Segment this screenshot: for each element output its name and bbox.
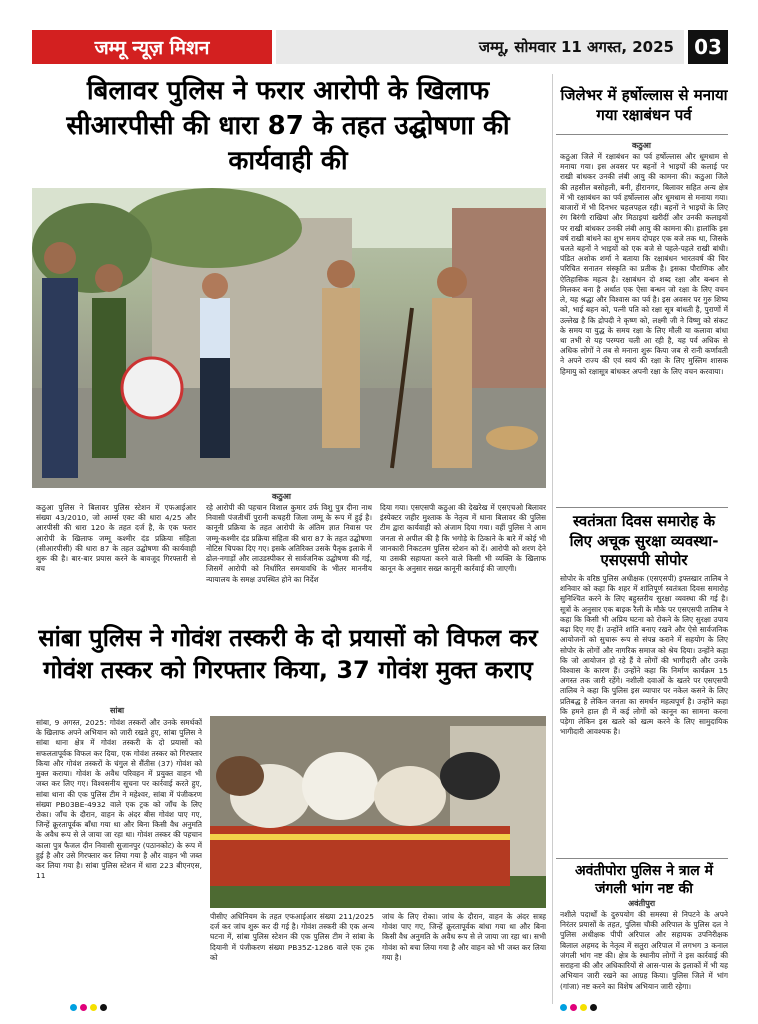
masthead [32, 30, 728, 64]
cyan-dot [560, 1004, 567, 1011]
divider [556, 134, 728, 135]
side2-body: सोपोर के वरिष्ठ पुलिस अधीक्षक (एसएसपी) इफ्तखार तालिब ने शनिवार को कहा कि शहर में शांतिपूर्ण स्वतंत्रता दिवस समारोह सुनिश्चित करने के लिए बहुस्तरीय सुरक्षा व्यवस्था की गई है। सूत्रों के अनुसार एक बाइक रैली के मौके पर एसएसपी तालिब ने कहा कि किसी भी अप्रिय घटना को रोकने के लिए सुरक्षा उपाय बढ़ा दिए गए हैं। उन्होंने शांति बनाए रखने और ऐसे सार्वजनिक आयोजनों को सुचारू रूप से संपन्न कराने में सहयोग के लिए सोपोर के लोगों और नागरिक समाज को श्रेय दिया। उन्होंने कहा कि जो आयोजन हो रहे हैं वे लोगों की भागीदारी और उनके विश्वास के कारण हैं। उन्होंने कहा कि निर्माण कार्यक्रम 15 अगस्त तक जारी रहेंगे। नशीली दवाओं के खतरे पर एसएसपी तालिब ने कहा कि पुलिस इस व्यापार पर नकेल कसने के लिए प्रतिबद्ध है लेकिन जनता का समर्थन महत्वपूर्ण है। उन्होंने कहा कि हमने हाल ही में कई लोगों को कानून का सामना करना पड़ेगा लेकिन इस खतरे को खत्म करने के लिए सामुदायिक भागीदारी आवश्यक है। [560, 574, 728, 737]
story2-photo [210, 716, 546, 908]
story1-dateline: कठुआ [272, 492, 291, 501]
black-dot [100, 1004, 107, 1011]
story2-headline: सांबा पुलिस ने गोवंश तस्करी के दो प्रयासों को विफल कर गोवंश तस्कर को गिरफ्तार किया, 37 गोवंश मुक्त कराए [38, 624, 538, 685]
side3-headline: अवंतीपोरा पुलिस ने त्राल में जंगली भांग नष्ट की [574, 863, 714, 898]
page-number: 03 [688, 30, 728, 64]
yellow-dot [90, 1004, 97, 1011]
newspaper-brand: जम्मू न्यूज़ मिशन [32, 30, 272, 64]
divider [556, 858, 728, 859]
side2-headline: स्वतंत्रता दिवस समारोह के लिए अचूक सुरक्षा व्यवस्था- एसएसपी सोपोर [569, 512, 719, 569]
magenta-dot [80, 1004, 87, 1011]
magenta-dot [570, 1004, 577, 1011]
print-registration-marks [560, 1004, 597, 1011]
side1-headline: जिलेभर में हर्षोल्लास से मनाया गया रक्षाबंधन पर्व [560, 86, 728, 124]
yellow-dot [580, 1004, 587, 1011]
story1-column-2: रहे आरोपी की पहचान विशाल कुमार उर्फ विशु पुत्र दीना नाथ निवासी पंजतीर्थी पुरानी कचहरी जिला जम्मू के रूप में हुई है। कानूनी प्रक्रिया के तहत आरोपी के अंतिम ज्ञात निवास पर जम्मू-कश्मीर दंड प्रक्रिया संहिता की धारा 87 के तहत उद्घोषणा नोटिस चिपका दिए गए। इसके अतिरिक्त उसके पैतृक इलाके में ढोल-नगाड़ों और लाउडस्पीकर से सार्वजनिक उद्घोषणा की गई, जिसमें आरोपी को निर्धारित समयावधि के भीतर माननीय न्यायालय के समक्ष उपस्थित होने का निर्देश [206, 503, 372, 584]
side1-body: कठुआ जिले में रक्षाबंधन का पर्व हर्षोल्लास और धूमधाम से मनाया गया। इस अवसर पर बहनों ने भाइयों की कलाई पर राखी बांधकर उनकी लंबी आयु की कामना की। कठुआ जिले की तहसील बसोहली, बनी, हीरानगर, बिलावर सहित अन्य क्षेत्र में भी रक्षाबंधन का पर्व हर्षोल्लास और धूमधाम से मनाया गया। बाजारों में भी दिनभर चहलपहल रही। बहनों ने भाइयों के लिए रंग बिरंगी राखियां और मिठाइयां खरीदीं और उनकी कलाइयों पर राखी बांधकर उनकी लंबी आयु की कामना की। हालांकि इस वर्ष राखी बांधने का शुभ समय दोपहर एक बजे तक था, जिसके चलते बहनों ने भाइयों को एक बजे से पहले-पहले राखी बांधी। पंडित अशोक शर्मा ने बताया कि रक्षाबंधन भारतवर्ष की चिर परिचित सनातन संस्कृति का प्रतीक है। इसका पौराणिक और ऐतिहासिक महत्व है। रक्षाबंधन दो शब्द रक्षा और बन्धन से मिलकर बना है अर्थात एक ऐसा बन्धन जो रक्षा के लिए वचन ले, यह श्रद्धा और विश्वास का पर्व है। इस अवसर पर गुरु शिष्य को, भाई बहन को, पत्नी पति को रक्षा सूत्र बांधती है, पुराणों में उल्लेख है कि द्रोपदी ने कृष्ण को, लक्ष्मी जी ने विष्णु को संकट के समय या युद्ध के समय रक्षा के लिए मौली या कलावा बांधा था तभी से यह परम्परा चली आ रही है, यह पर्व अधिक से अधिक लोगों ने तब से मनाना शुरू किया जब से रानी कर्णावती ने अपने राज्य की एवं स्वयं की रक्षा के लिए मुस्लिम शासक हिमायु को रक्षासूत्र बांधकर अपनी रक्षा के लिए वचन करवाया। [560, 152, 728, 376]
side3-body: नशीले पदार्थों के दुरुपयोग की समस्या से निपटने के अपने निरंतर प्रयासों के तहत, पुलिस चौकी अरिपाल के पुलिस दल ने पुलिस अधीक्षक पीपी अरिपाल और सहायक उपनिरीक्षक बिलाल अहमद के नेतृत्व में सतुरा अरिपाल में लगभग 3 कनाल जंगली भांग नष्ट की। क्षेत्र के स्थानीय लोगों ने इस कार्रवाई की सराहना की और अधिकारियों से आस-पास के इलाकों में भी यह अभियान जारी रखने का आग्रह किया। पुलिस जिले में भांग (गांजा) नष्ट करने का विशेष अभियान जारी रहेगा। [560, 910, 728, 991]
story1-column-1: कठुआ पुलिस ने बिलावर पुलिस स्टेशन में एफआईआर संख्या 43/2010, जो आर्म्स एक्ट की धारा 4/25 और आरपीसी की धारा 120 के तहत दर्ज है, के एक फरार आरोपी के खिलाफ जम्मू कश्मीर दंड प्रक्रिया संहिता (सीआरपीसी) की धारा 87 के तहत उद्घोषणा की कार्यवाही शुरू की है। बार-बार प्रयास करने के बावजूद गिरफ्तारी से बच [36, 503, 196, 574]
story1-headline: बिलावर पुलिस ने फरार आरोपी के खिलाफ सीआरपीसी की धारा 87 के तहत उद्घोषणा की कार्यवाही की [66, 76, 510, 177]
print-registration-marks [70, 1004, 107, 1011]
story2-column-1: सांबा, 9 अगस्त, 2025: गोवंश तस्करों और उनके समर्थकों के खिलाफ अपने अभियान को जारी रखते हुए, सांबा पुलिस ने सांबा थाना क्षेत्र में गोवंश तस्करी के दो प्रयासों को सफलतापूर्वक विफल कर दिया, एक गोवंश तस्कर को गिरफ्तार किया और गोवंश तस्करों के चंगुल से सैंतीस (37) गोवंश को मुक्त कराया। गोवंश के अवैध परिवहन में प्रयुक्त वाहन भी जब्त कर लिए गए। विश्वसनीय सूचना पर कार्रवाई करते हुए, सांबा थाना की एक पुलिस टीम ने महेश्वर, सांबा में पंजीकरण संख्या PB03BE-4932 वाले एक ट्रक को जाँच के लिए रोका। जाँच के दौरान, वाहन के अंदर बीस गोवंश पाए गए, जिन्हें क्रूरतापूर्वक बाँधा गया था और बिना किसी वैध अनुमति के अवैध रूप से ले जाया जा रहा था। गोवंश तस्कर की पहचान काला पुत्र फैजल दीन निवासी सुजानपुर (पठानकोट) के रूप में हुई है और उसे गिरफ्तार कर लिया गया है और वाहन भी जब्त कर लिया गया है। सांबा पुलिस स्टेशन में धारा 223 बीएनएस, 11 [36, 718, 202, 881]
side1-dateline: कठुआ [632, 141, 651, 150]
story1-column-3: दिया गया। एसएसपी कठुआ की देखरेख में एसएचओ बिलावर इंस्पेक्टर जहीर मुश्ताक के नेतृत्व में थाना बिलावर की पुलिस टीम द्वारा कार्यवाही को अंजाम दिया गया। वहीं पुलिस ने आम जनता से अपील की है कि भगोड़े के ठिकाने के बारे में कोई भी जानकारी निकटतम पुलिस स्टेशन को दें। आरोपी को शरण देने या उसकी सहायता करने वाले किसी भी व्यक्ति के खिलाफ कानून के अनुसार सख्त कानूनी कार्रवाई की जाएगी। [380, 503, 546, 574]
side3-dateline: अवंतीपुरा [628, 899, 656, 908]
story2-column-2: पीसीए अधिनियम के तहत एफआईआर संख्या 211/2025 दर्ज कर जांच शुरू कर दी गई है। गोवंश तस्करी की एक अन्य घटना में, सांबा पुलिस स्टेशन की एक पुलिस टीम ने सांबा के दियानी में पंजीकरण संख्या PB35Z-1286 वाले एक ट्रक को [210, 912, 374, 962]
date-line: जम्मू, सोमवार 11 अगस्त, 2025 [276, 30, 684, 64]
rescued-cattle-truck-illustration [210, 716, 546, 908]
column-divider [552, 74, 553, 1004]
black-dot [590, 1004, 597, 1011]
story2-column-3: जांच के लिए रोका। जांच के दौरान, वाहन के अंदर सत्रह गोवंश पाए गए, जिन्हें क्रूरतापूर्वक बांधा गया था और बिना किसी वैध अनुमति के अवैध रूप से ले जाया जा रहा था। सभी गोवंश को बचा लिया गया है और वाहन को भी जब्त कर लिया गया है। [382, 912, 546, 962]
story2-dateline: सांबा [110, 706, 125, 715]
divider [556, 507, 728, 508]
story1-photo [32, 188, 546, 488]
cyan-dot [70, 1004, 77, 1011]
police-proclamation-illustration [32, 188, 546, 488]
